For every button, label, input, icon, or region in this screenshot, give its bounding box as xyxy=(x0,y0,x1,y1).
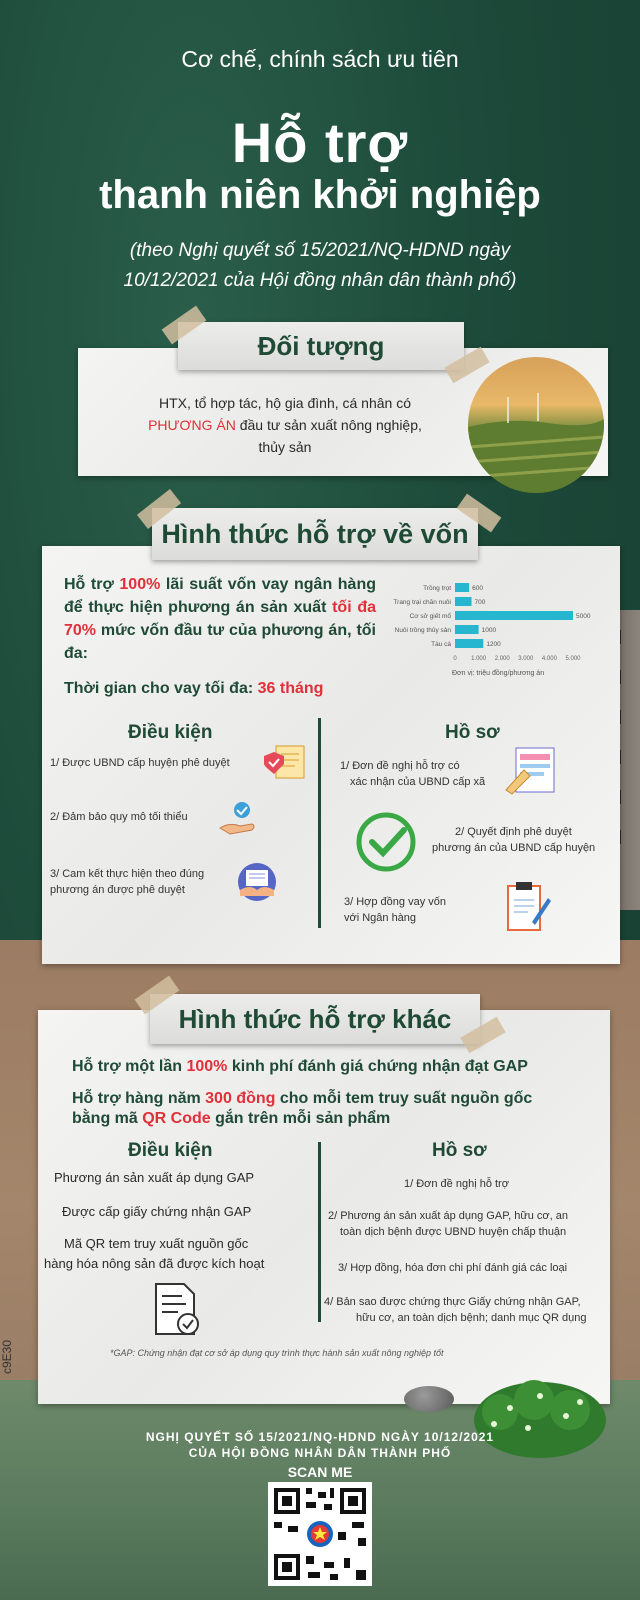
subtitle-line2: 10/12/2021 của Hội đồng nhân dân thành phố) xyxy=(123,270,517,291)
hs-item-3: 3/ Hợp đồng vay vốn xyxy=(344,896,446,908)
phuong-an-highlight: PHƯƠNG ÁN xyxy=(148,417,236,433)
side-code: c9E30 xyxy=(0,1340,14,1375)
khac-hs-2: 2/ Phương án sản xuất áp dụng GAP, hữu cơ, an xyxy=(328,1210,568,1222)
khac-dk-1: Phương án sản xuất áp dụng GAP xyxy=(54,1170,255,1185)
title-line1: Hỗ trợ xyxy=(231,111,409,174)
farm-photo-icon xyxy=(468,357,604,493)
chart-bar xyxy=(455,583,469,592)
doi-tuong-line1: HTX, tổ hợp tác, hộ gia đình, cá nhân có xyxy=(159,395,411,411)
chart-unit: Đơn vị: triệu đồng/phương án xyxy=(452,670,545,677)
khac-line1: Hỗ trợ một lần 100% kinh phí đánh giá chứng nhận đạt GAP xyxy=(72,1058,528,1075)
qr-code[interactable] xyxy=(268,1482,372,1586)
chart-category-label: Cơ sở giết mổ xyxy=(409,613,451,620)
chart-value-label: 1200 xyxy=(486,641,501,648)
handshake-icon xyxy=(236,862,278,902)
dk-item-3b: phương án được phê duyệt xyxy=(50,884,185,896)
gap-footnote: *GAP: Chứng nhận đạt cơ sở áp dụng quy trình thực hành sản xuất nông nghiệp tốt xyxy=(110,1348,444,1358)
scan-me: SCAN ME xyxy=(287,1464,353,1480)
title-line2: thanh niên khởi nghiệp xyxy=(99,173,541,217)
khac-hs-3: 3/ Hợp đồng, hóa đơn chi phí đánh giá các loại xyxy=(338,1262,568,1274)
chart-tick-label: 3.000 xyxy=(518,656,534,662)
von-heading: Hình thức hỗ trợ về vốn xyxy=(152,508,478,560)
khac-dk-3b: hàng hóa nông sản đã được kích hoạt xyxy=(44,1256,265,1271)
hand-scale-icon xyxy=(218,800,258,838)
footer-line1: NGHỊ QUYẾT SỐ 15/2021/NQ-HDND NGÀY 10/12/2021 xyxy=(145,1430,495,1444)
chart-bar xyxy=(455,639,483,648)
chart-category-label: Tàu cá xyxy=(431,641,451,648)
stone-icon xyxy=(404,1386,454,1412)
khac-line2: Hỗ trợ hàng năm 300 đồng cho mỗi tem truy suất nguồn gốc xyxy=(72,1090,533,1107)
chart-value-label: 700 xyxy=(474,599,486,606)
term-line: Thời gian cho vay tối đa: 36 tháng xyxy=(64,680,324,697)
khac-ho-so-heading: Hồ sơ xyxy=(432,1140,487,1161)
khac-dk-2: Được cấp giấy chứng nhận GAP xyxy=(62,1204,252,1219)
divider xyxy=(318,718,321,928)
footer-line2: CỦA HỘI ĐỒNG NHÂN DÂN THÀNH PHỐ xyxy=(188,1446,452,1460)
loan-chart xyxy=(375,578,605,678)
doi-tuong-line3: thủy sản xyxy=(258,439,312,455)
dieu-kien-heading: Điều kiện xyxy=(128,722,213,743)
chart-tick-label: 5.000 xyxy=(565,656,581,662)
chart-bar xyxy=(455,611,573,620)
chart-value-label: 600 xyxy=(472,585,484,592)
kicker: Cơ chế, chính sách ưu tiên xyxy=(181,46,459,72)
doi-tuong-text xyxy=(100,392,470,458)
doi-tuong-line2: PHƯƠNG ÁN đầu tư sản xuất nông nghiệp, xyxy=(148,417,422,433)
hs-item-2: 2/ Quyết định phê duyệt xyxy=(455,826,572,838)
chart-value-label: 1000 xyxy=(481,627,497,634)
khac-dieu-kien-heading: Điều kiện xyxy=(128,1140,213,1161)
dk-item-2: 2/ Đảm bảo quy mô tối thiểu xyxy=(50,811,188,823)
chart-tick-label: 0 xyxy=(453,656,457,662)
dk-item-1: 1/ Được UBND cấp huyện phê duyệt xyxy=(50,757,230,769)
khac-hs-4b: hữu cơ, an toàn dịch bệnh; danh mục QR dụng xyxy=(356,1312,587,1324)
hs-item-3b: với Ngân hàng xyxy=(344,912,417,924)
chart-category-label: Trang trại chăn nuôi xyxy=(393,599,451,606)
khac-dk-3: Mã QR tem truy xuất nguồn gốc xyxy=(64,1236,249,1251)
document-shield-icon xyxy=(262,742,308,782)
subtitle-line1: (theo Nghị quyết số 15/2021/NQ-HDND ngày xyxy=(129,240,511,261)
chart-tick-label: 1.000 xyxy=(471,656,487,662)
khac-line3: bằng mã QR Code gắn trên mỗi sản phẩm xyxy=(72,1110,391,1127)
doi-tuong-heading: Đối tượng xyxy=(178,322,464,370)
khac-hs-2b: toàn dịch bệnh được UBND huyện chấp thuận xyxy=(340,1226,567,1238)
checkmark-icon xyxy=(356,812,420,872)
khac-heading: Hình thức hỗ trợ khác xyxy=(150,994,480,1044)
chart-category-label: Nuôi trồng thủy sản xyxy=(394,627,451,634)
chart-tick-label: 2.000 xyxy=(494,656,510,662)
chart-category-label: Trồng trọt xyxy=(423,585,451,592)
chart-bar xyxy=(455,625,479,634)
hs-item-1: 1/ Đơn đề nghị hỗ trợ có xyxy=(340,760,460,772)
khac-hs-4: 4/ Bản sao được chứng thực Giấy chứng nhận GAP, xyxy=(324,1296,581,1308)
hs-item-1b: xác nhận của UBND cấp xã xyxy=(350,776,486,788)
chart-bar xyxy=(455,597,472,606)
von-description: Hỗ trợ 100% lãi suất vốn vay ngân hàng để thực hiện phương án sản xuất tối đa 70% mức vốn đầu tư của phương án, tối đa: xyxy=(64,576,377,662)
khac-hs-1: 1/ Đơn đề nghị hỗ trợ xyxy=(404,1178,509,1190)
application-form-icon xyxy=(502,746,558,796)
dk-item-3: 3/ Cam kết thực hiện theo đúng xyxy=(50,868,205,880)
document-check-icon xyxy=(148,1282,204,1338)
contract-pen-icon xyxy=(504,880,552,934)
chart-tick-label: 4.000 xyxy=(541,656,557,662)
divider xyxy=(318,1142,321,1322)
chart-value-label: 5000 xyxy=(576,613,591,620)
hs-item-2b: phương án của UBND cấp huyện xyxy=(432,842,596,854)
ho-so-heading: Hồ sơ xyxy=(445,722,500,743)
